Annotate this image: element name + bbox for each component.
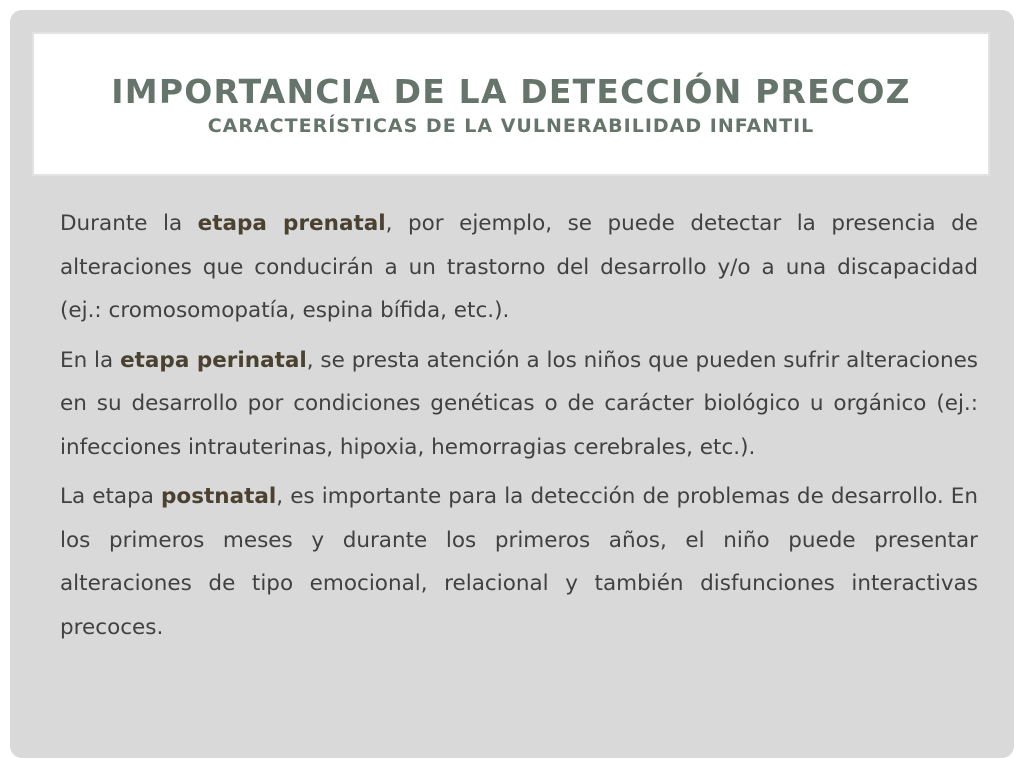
emphasis-prenatal: etapa prenatal <box>197 211 386 236</box>
paragraph-text: , es importante para la detección de problemas de desarrollo. En los primeros meses y durante los primeros años, el niño puede presentar alteraciones de tipo emocional, relacional y también disfunciones interactivas precoces. <box>60 484 978 640</box>
slide <box>10 10 1014 758</box>
paragraph-text: En la <box>60 347 121 373</box>
emphasis-perinatal: etapa perinatal <box>120 347 307 373</box>
emphasis-postnatal: postnatal <box>161 484 277 509</box>
paragraph-text: , se presta atención a los niños que pueden sufrir alteraciones en su desarrollo por condiciones genéticas o de carácter biológico u orgánico (ej.: infecciones intrauterinas, hipoxia, hemorragias cerebrales, etc.). <box>60 347 979 460</box>
paragraph-perinatal <box>60 339 978 470</box>
slide-body <box>60 202 978 655</box>
paragraph-text: , por ejemplo, se puede detectar la presencia de alteraciones que conducirán a un trastorno del desarrollo y/o a una discapacidad (ej.: cromosomopatía, espina bífida, etc.). <box>60 211 978 323</box>
slide-subtitle: CARACTERÍSTICAS DE LA VULNERABILIDAD INFANTIL <box>207 115 815 137</box>
paragraph-text: La etapa <box>60 484 162 509</box>
slide-title: IMPORTANCIA DE LA DETECCIÓN PRECOZ <box>111 72 911 111</box>
paragraph-text: Durante la <box>60 211 198 236</box>
paragraph-prenatal <box>60 202 978 333</box>
title-box <box>32 32 990 176</box>
paragraph-postnatal <box>60 475 978 649</box>
